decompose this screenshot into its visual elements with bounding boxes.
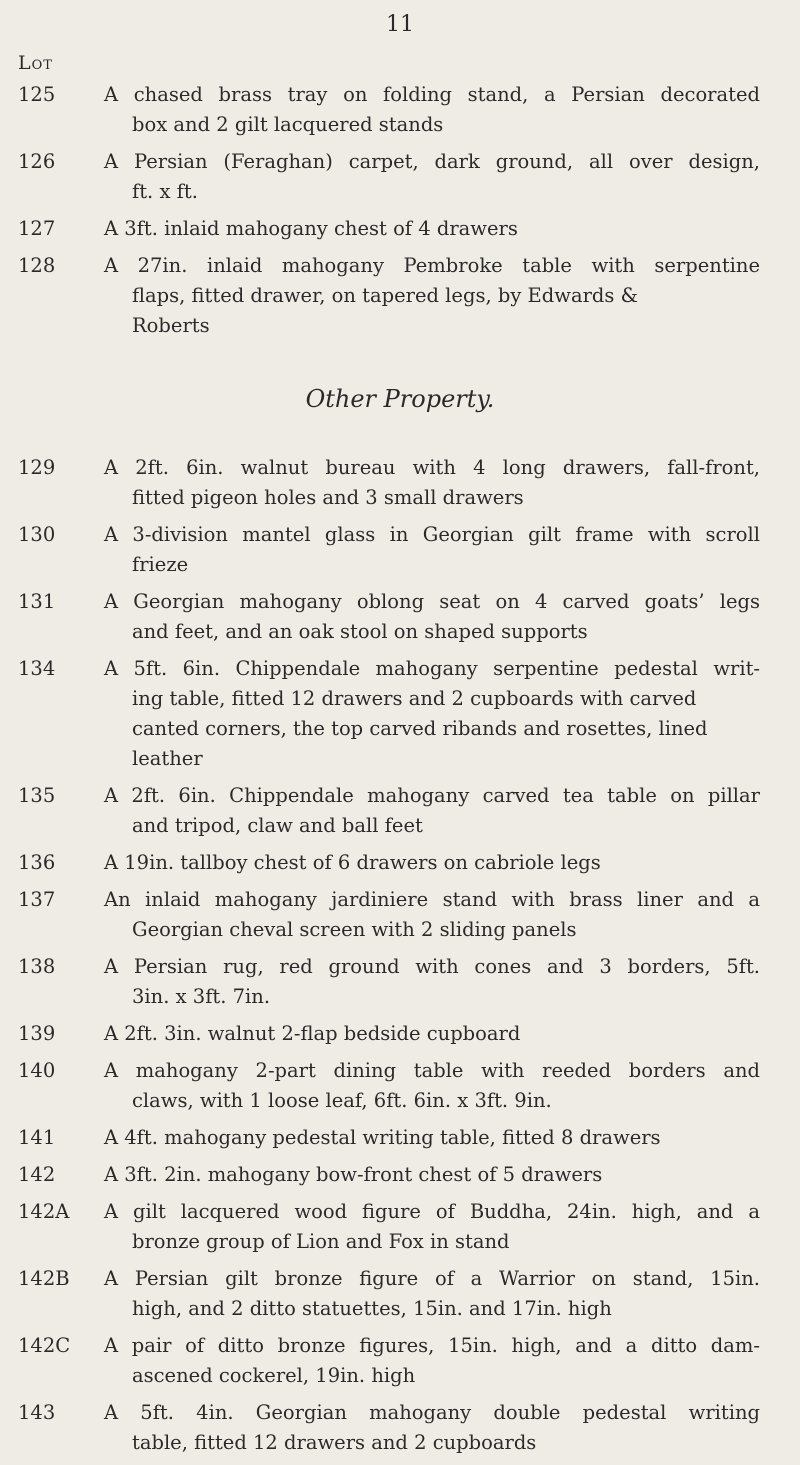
lot-list — [0, 80, 760, 1465]
lot-description-line: A Persian gilt bronze figure of a Warrior on stand, 15in. — [104, 1267, 760, 1290]
lot-description-line: and tripod, claw and ball feet — [132, 814, 423, 837]
lot-entry — [0, 453, 760, 513]
lot-description-line: A 2ft. 6in. walnut bureau with 4 long drawers, fall-front, — [104, 456, 760, 479]
lot-description-line: A mahogany 2-part dining table with reeded borders and — [104, 1059, 760, 1082]
lot-description-line: A Georgian mahogany oblong seat on 4 carved goats’ legs — [104, 590, 760, 613]
lot-description — [104, 1264, 760, 1324]
lot-number: 142B — [18, 1267, 70, 1290]
lot-description — [104, 1331, 760, 1391]
lot-entry — [0, 1264, 760, 1324]
lot-number: 134 — [18, 657, 56, 680]
lot-number: 128 — [18, 254, 56, 277]
lot-entry — [0, 1160, 760, 1190]
lot-entry — [0, 654, 760, 774]
lot-description-line: A 3ft. 2in. mahogany bow-front chest of 5 drawers — [104, 1163, 603, 1186]
lot-entry — [0, 80, 760, 140]
lot-number: 126 — [18, 150, 56, 173]
lot-description-line: ascened cockerel, 19in. high — [132, 1364, 416, 1387]
lot-description-line: leather — [132, 747, 203, 770]
lot-description-line: table, fitted 12 drawers and 2 cupboards — [132, 1431, 537, 1454]
lot-number: 125 — [18, 83, 56, 106]
lot-description — [104, 1019, 760, 1049]
lot-entry — [0, 781, 760, 841]
lot-column-header: Lot — [18, 52, 53, 74]
lot-entry — [0, 1019, 760, 1049]
lot-number: 137 — [18, 888, 56, 911]
lot-number: 135 — [18, 784, 56, 807]
lot-description-line: Roberts — [132, 314, 210, 337]
lot-number: 136 — [18, 851, 56, 874]
lot-description-line: A 27in. inlaid mahogany Pembroke table with serpentine — [104, 254, 760, 277]
lot-description — [104, 1123, 760, 1153]
lot-description-line: A Persian (Feraghan) carpet, dark ground, all over design, — [104, 150, 760, 173]
lot-entry — [0, 587, 760, 647]
lot-number: 138 — [18, 955, 56, 978]
lot-description-line: fitted pigeon holes and 3 small drawers — [132, 486, 524, 509]
lot-entry — [0, 520, 760, 580]
lot-description — [104, 781, 760, 841]
lot-description-line: A pair of ditto bronze figures, 15in. high, and a ditto dam- — [104, 1334, 760, 1357]
lot-description — [104, 520, 760, 580]
lot-description-line: A 3ft. inlaid mahogany chest of 4 drawers — [104, 217, 518, 240]
lot-entry — [0, 147, 760, 207]
lot-entry — [0, 848, 760, 878]
lot-description — [104, 1398, 760, 1458]
lot-description — [104, 952, 760, 1012]
lot-description-line: Georgian cheval screen with 2 sliding panels — [132, 918, 577, 941]
lot-description-line: A 4ft. mahogany pedestal writing table, fitted 8 drawers — [104, 1126, 661, 1149]
lot-description — [104, 80, 760, 140]
lot-number: 141 — [18, 1126, 56, 1149]
lot-description — [104, 147, 760, 207]
lot-number: 129 — [18, 456, 56, 479]
lot-description — [104, 1197, 760, 1257]
lot-description-line: A Persian rug, red ground with cones and 3 borders, 5ft. — [104, 955, 760, 978]
lot-description-line: ft. x ft. — [132, 180, 198, 203]
lot-description-line: frieze — [132, 553, 189, 576]
lot-description-line: high, and 2 ditto statuettes, 15in. and 17in. high — [132, 1297, 612, 1320]
lot-entry — [0, 251, 760, 341]
lot-group-1 — [0, 80, 760, 341]
page-number: 11 — [386, 12, 414, 37]
lot-description-line: An inlaid mahogany jardiniere stand with brass liner and a — [104, 888, 760, 911]
lot-description — [104, 848, 760, 878]
lot-description-line: ing table, fitted 12 drawers and 2 cupboards with carved — [132, 687, 697, 710]
lot-description-line: and feet, and an oak stool on shaped supports — [132, 620, 588, 643]
lot-number: 142C — [18, 1334, 71, 1357]
lot-entry — [0, 1331, 760, 1391]
lot-description-line: bronze group of Lion and Fox in stand — [132, 1230, 510, 1253]
lot-number: 130 — [18, 523, 56, 546]
section-title: Other Property. — [305, 385, 495, 413]
lot-entry — [0, 885, 760, 945]
lot-description-line: A 19in. tallboy chest of 6 drawers on cabriole legs — [104, 851, 601, 874]
lot-description — [104, 1056, 760, 1116]
lot-description — [104, 251, 760, 341]
lot-description-line: box and 2 gilt lacquered stands — [132, 113, 444, 136]
lot-entry — [0, 214, 760, 244]
lot-number: 139 — [18, 1022, 56, 1045]
lot-description-line: A 2ft. 3in. walnut 2-flap bedside cupboard — [104, 1022, 521, 1045]
lot-entry — [0, 1398, 760, 1458]
lot-group-2 — [0, 453, 760, 1458]
lot-description-line: claws, with 1 loose leaf, 6ft. 6in. x 3ft. 9in. — [132, 1089, 552, 1112]
lot-entry — [0, 1197, 760, 1257]
lot-description-line: A gilt lacquered wood figure of Buddha, 24in. high, and a — [104, 1200, 760, 1223]
lot-description-line: A 3-division mantel glass in Georgian gilt frame with scroll — [104, 523, 760, 546]
lot-description — [104, 654, 760, 774]
lot-description — [104, 587, 760, 647]
lot-description-line: A chased brass tray on folding stand, a Persian decorated — [104, 83, 760, 106]
lot-entry — [0, 1123, 760, 1153]
lot-description-line: A 5ft. 6in. Chippendale mahogany serpentine pedestal writ- — [104, 657, 760, 680]
lot-description-line: A 2ft. 6in. Chippendale mahogany carved tea table on pillar — [104, 784, 760, 807]
lot-description-line: 3in. x 3ft. 7in. — [132, 985, 271, 1008]
lot-number: 140 — [18, 1059, 56, 1082]
lot-description — [104, 214, 760, 244]
lot-entry — [0, 952, 760, 1012]
lot-description-line: flaps, fitted drawer, on tapered legs, by Edwards & — [132, 284, 638, 307]
lot-description-line: canted corners, the top carved ribands and rosettes, lined — [132, 717, 708, 740]
lot-description — [104, 885, 760, 945]
lot-entry — [0, 1056, 760, 1116]
lot-description-line: A 5ft. 4in. Georgian mahogany double pedestal writing — [104, 1401, 760, 1424]
lot-number: 142 — [18, 1163, 56, 1186]
lot-number: 131 — [18, 590, 56, 613]
lot-description — [104, 453, 760, 513]
lot-number: 127 — [18, 217, 56, 240]
lot-number: 142A — [18, 1200, 70, 1223]
lot-description — [104, 1160, 760, 1190]
lot-number: 143 — [18, 1401, 56, 1424]
